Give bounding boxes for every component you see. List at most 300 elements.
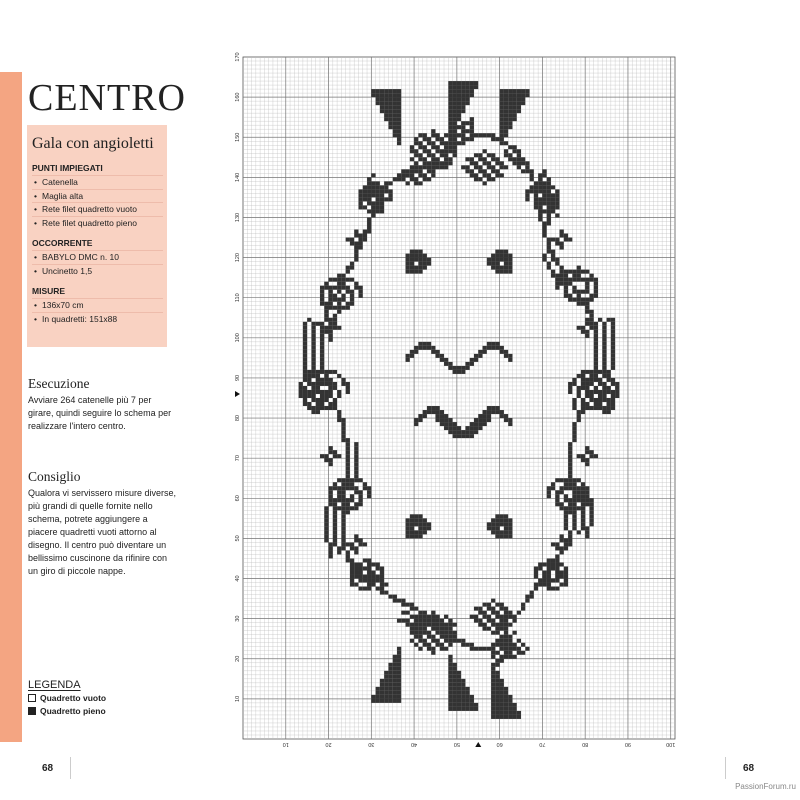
filled-cell: [453, 675, 457, 679]
filled-cell: [530, 177, 534, 181]
filled-cell: [504, 627, 508, 631]
y-tick-label: 110: [235, 293, 241, 303]
filled-cell: [329, 458, 333, 462]
filled-cell: [521, 89, 525, 93]
filled-cell: [538, 181, 542, 185]
filled-cell: [337, 490, 341, 494]
filled-cell: [393, 683, 397, 687]
filled-cell: [555, 213, 559, 217]
filled-cell: [346, 382, 350, 386]
filled-cell: [611, 358, 615, 362]
filled-cell: [461, 109, 465, 113]
filled-cell: [333, 534, 337, 538]
filled-cell: [508, 153, 512, 157]
filled-cell: [500, 105, 504, 109]
x-tick-label: 100: [666, 741, 676, 747]
list-item: • Uncinetto 1,5: [32, 264, 163, 278]
filled-cell: [303, 342, 307, 346]
filled-cell: [547, 571, 551, 575]
filled-cell: [551, 542, 555, 546]
filled-cell: [521, 169, 525, 173]
filled-cell: [337, 414, 341, 418]
filled-cell: [465, 97, 469, 101]
filled-cell: [495, 250, 499, 254]
filled-cell: [358, 494, 362, 498]
filled-cell: [307, 406, 311, 410]
filled-cell: [525, 165, 529, 169]
filled-cell: [311, 410, 315, 414]
filled-cell: [448, 422, 452, 426]
filled-cell: [495, 627, 499, 631]
filled-cell: [607, 318, 611, 322]
filled-cell: [341, 418, 345, 422]
filled-cell: [512, 89, 516, 93]
filled-cell: [329, 326, 333, 330]
filled-cell: [320, 346, 324, 350]
filled-cell: [504, 105, 508, 109]
filled-cell: [555, 197, 559, 201]
filled-cell: [500, 695, 504, 699]
consiglio-heading: Consiglio: [28, 469, 81, 484]
filled-cell: [329, 406, 333, 410]
y-tick-label: 170: [235, 52, 241, 62]
filled-cell: [410, 514, 414, 518]
filled-cell: [354, 583, 358, 587]
filled-cell: [329, 494, 333, 498]
filled-cell: [431, 157, 435, 161]
filled-cell: [474, 358, 478, 362]
filled-cell: [585, 270, 589, 274]
filled-cell: [594, 390, 598, 394]
filled-cell: [363, 197, 367, 201]
filled-cell: [465, 362, 469, 366]
filled-cell: [504, 703, 508, 707]
filled-cell: [542, 185, 546, 189]
filled-cell: [483, 603, 487, 607]
filled-cell: [388, 89, 392, 93]
filled-cell: [517, 611, 521, 615]
filled-cell: [329, 338, 333, 342]
y-tick-label: 80: [235, 414, 241, 422]
filled-cell: [448, 113, 452, 117]
filled-cell: [414, 137, 418, 141]
filled-cell: [367, 197, 371, 201]
filled-cell: [354, 571, 358, 575]
filled-cell: [406, 270, 410, 274]
filled-cell: [453, 707, 457, 711]
filled-cell: [414, 534, 418, 538]
filled-cell: [384, 97, 388, 101]
filled-cell: [585, 446, 589, 450]
filled-cell: [418, 250, 422, 254]
filled-cell: [461, 85, 465, 89]
filled-cell: [534, 575, 538, 579]
filled-cell: [564, 514, 568, 518]
filled-cell: [568, 454, 572, 458]
filled-cell: [414, 149, 418, 153]
filled-cell: [388, 663, 392, 667]
filled-cell: [508, 695, 512, 699]
filled-cell: [435, 619, 439, 623]
filled-cell: [478, 623, 482, 627]
filled-cell: [448, 619, 452, 623]
filled-cell: [401, 177, 405, 181]
filled-cell: [367, 494, 371, 498]
y-tick-label: 60: [235, 495, 241, 502]
filled-cell: [500, 715, 504, 719]
filled-cell: [555, 490, 559, 494]
filled-cell: [341, 490, 345, 494]
filled-cell: [414, 141, 418, 145]
filled-cell: [397, 93, 401, 97]
filled-cell: [500, 89, 504, 93]
filled-cell: [538, 583, 542, 587]
filled-cell: [491, 530, 495, 534]
filled-cell: [555, 189, 559, 193]
filled-cell: [512, 703, 516, 707]
filled-cell: [500, 121, 504, 125]
filled-cell: [376, 93, 380, 97]
filled-cell: [423, 639, 427, 643]
filled-cell: [406, 603, 410, 607]
filled-cell: [358, 205, 362, 209]
filled-cell: [611, 322, 615, 326]
filled-cell: [406, 526, 410, 530]
filled-cell: [333, 482, 337, 486]
filled-cell: [414, 422, 418, 426]
filled-cell: [560, 234, 564, 238]
filled-cell: [517, 89, 521, 93]
filled-cell: [465, 707, 469, 711]
filled-cell: [504, 270, 508, 274]
filled-cell: [585, 406, 589, 410]
filled-cell: [602, 394, 606, 398]
filled-cell: [491, 683, 495, 687]
filled-cell: [367, 185, 371, 189]
filled-cell: [495, 611, 499, 615]
filled-cell: [444, 627, 448, 631]
filled-cell: [333, 450, 337, 454]
filled-cell: [465, 703, 469, 707]
filled-cell: [607, 410, 611, 414]
punti-heading: PUNTI IMPIEGATI: [32, 163, 103, 173]
filled-cell: [329, 302, 333, 306]
filled-cell: [444, 426, 448, 430]
filled-cell: [380, 189, 384, 193]
filled-cell: [495, 254, 499, 258]
filled-cell: [384, 671, 388, 675]
filled-cell: [589, 298, 593, 302]
filled-cell: [542, 197, 546, 201]
filled-cell: [367, 490, 371, 494]
filled-cell: [461, 129, 465, 133]
filled-cell: [406, 534, 410, 538]
filled-cell: [611, 354, 615, 358]
filled-cell: [333, 402, 337, 406]
filled-cell: [410, 623, 414, 627]
filled-cell: [461, 683, 465, 687]
filled-cell: [346, 270, 350, 274]
filled-cell: [444, 157, 448, 161]
filled-cell: [572, 434, 576, 438]
y-tick-label: 20: [235, 655, 241, 662]
filled-cell: [414, 181, 418, 185]
filled-cell: [508, 711, 512, 715]
filled-cell: [512, 711, 516, 715]
filled-cell: [333, 294, 337, 298]
filled-cell: [388, 695, 392, 699]
filled-cell: [448, 141, 452, 145]
filled-cell: [440, 643, 444, 647]
filled-cell: [491, 707, 495, 711]
filled-cell: [423, 254, 427, 258]
filled-cell: [598, 378, 602, 382]
filled-cell: [410, 631, 414, 635]
filled-cell: [525, 161, 529, 165]
filled-cell: [397, 671, 401, 675]
filled-cell: [589, 326, 593, 330]
filled-cell: [500, 350, 504, 354]
filled-cell: [431, 651, 435, 655]
filled-cell: [483, 611, 487, 615]
filled-cell: [367, 201, 371, 205]
filled-cell: [303, 402, 307, 406]
filled-cell: [470, 707, 474, 711]
filled-cell: [470, 643, 474, 647]
filled-cell: [483, 350, 487, 354]
filled-cell: [384, 109, 388, 113]
filled-cell: [555, 562, 559, 566]
filled-cell: [495, 161, 499, 165]
filled-cell: [397, 173, 401, 177]
filled-cell: [589, 370, 593, 374]
filled-cell: [427, 615, 431, 619]
filled-cell: [329, 286, 333, 290]
filled-cell: [393, 679, 397, 683]
x-tick-label: 60: [496, 741, 503, 747]
filled-cell: [393, 113, 397, 117]
filled-cell: [401, 173, 405, 177]
filled-cell: [303, 326, 307, 330]
filled-cell: [491, 518, 495, 522]
center-marker-left: [235, 391, 240, 397]
filled-cell: [551, 201, 555, 205]
filled-cell: [551, 579, 555, 583]
filled-cell: [358, 294, 362, 298]
filled-cell: [418, 258, 422, 262]
filled-cell: [337, 506, 341, 510]
filled-cell: [431, 161, 435, 165]
filled-cell: [414, 346, 418, 350]
x-tick-label: 10: [282, 741, 289, 747]
filled-cell: [508, 611, 512, 615]
filled-cell: [410, 177, 414, 181]
filled-cell: [461, 165, 465, 169]
page-rule-right: [725, 757, 726, 779]
filled-cell: [350, 302, 354, 306]
filled-cell: [414, 161, 418, 165]
filled-cell: [388, 699, 392, 703]
filled-cell: [354, 562, 358, 566]
filled-cell: [500, 603, 504, 607]
filled-cell: [393, 667, 397, 671]
filled-cell: [581, 490, 585, 494]
filled-cell: [371, 695, 375, 699]
filled-cell: [453, 667, 457, 671]
filled-cell: [384, 683, 388, 687]
filled-cell: [465, 93, 469, 97]
filled-cell: [363, 566, 367, 570]
filled-cell: [303, 366, 307, 370]
filled-cell: [448, 89, 452, 93]
filled-cell: [560, 278, 564, 282]
filled-cell: [406, 530, 410, 534]
filled-cell: [487, 406, 491, 410]
filled-cell: [551, 482, 555, 486]
filled-cell: [453, 85, 457, 89]
filled-cell: [568, 278, 572, 282]
filled-cell: [491, 262, 495, 266]
filled-cell: [341, 538, 345, 542]
filled-cell: [577, 278, 581, 282]
filled-cell: [333, 370, 337, 374]
filled-cell: [358, 575, 362, 579]
filled-cell: [435, 631, 439, 635]
filled-cell: [547, 486, 551, 490]
filled-cell: [495, 526, 499, 530]
filled-cell: [611, 326, 615, 330]
filled-cell: [320, 338, 324, 342]
filled-cell: [346, 482, 350, 486]
filled-cell: [555, 546, 559, 550]
filled-cell: [358, 246, 362, 250]
filled-cell: [350, 558, 354, 562]
filled-cell: [431, 639, 435, 643]
filled-cell: [568, 466, 572, 470]
filled-cell: [371, 193, 375, 197]
filled-cell: [611, 366, 615, 370]
filled-cell: [453, 691, 457, 695]
filled-cell: [418, 635, 422, 639]
filled-cell: [337, 418, 341, 422]
filled-cell: [448, 157, 452, 161]
filled-cell: [329, 334, 333, 338]
filled-cell: [495, 518, 499, 522]
y-tick-label: 10: [235, 695, 241, 702]
filled-cell: [354, 250, 358, 254]
filled-cell: [551, 250, 555, 254]
filled-cell: [397, 699, 401, 703]
filled-cell: [517, 165, 521, 169]
filled-cell: [508, 109, 512, 113]
filled-cell: [397, 647, 401, 651]
filled-cell: [551, 254, 555, 258]
filled-cell: [602, 398, 606, 402]
filled-cell: [307, 402, 311, 406]
filled-cell: [341, 526, 345, 530]
filled-cell: [423, 623, 427, 627]
filled-cell: [560, 266, 564, 270]
filled-cell: [311, 370, 315, 374]
filled-cell: [508, 530, 512, 534]
filled-cell: [504, 133, 508, 137]
filled-cell: [303, 378, 307, 382]
filled-cell: [461, 137, 465, 141]
filled-cell: [525, 93, 529, 97]
filled-cell: [346, 438, 350, 442]
filled-cell: [324, 526, 328, 530]
filled-cell: [367, 193, 371, 197]
filled-cell: [517, 647, 521, 651]
filled-cell: [594, 354, 598, 358]
filled-cell: [461, 703, 465, 707]
filled-cell: [461, 695, 465, 699]
filled-cell: [594, 278, 598, 282]
filled-cell: [581, 270, 585, 274]
filled-cell: [572, 478, 576, 482]
filled-cell: [337, 306, 341, 310]
filled-cell: [354, 575, 358, 579]
punti-list: [32, 175, 163, 229]
filled-cell: [414, 607, 418, 611]
filled-cell: [585, 382, 589, 386]
filled-cell: [474, 703, 478, 707]
filled-cell: [320, 286, 324, 290]
filled-cell: [427, 619, 431, 623]
filled-cell: [423, 262, 427, 266]
filled-cell: [508, 105, 512, 109]
filled-cell: [358, 502, 362, 506]
filled-cell: [453, 153, 457, 157]
filled-cell: [371, 205, 375, 209]
filled-cell: [376, 97, 380, 101]
filled-cell: [504, 691, 508, 695]
filled-cell: [346, 390, 350, 394]
filled-cell: [602, 334, 606, 338]
filled-cell: [508, 422, 512, 426]
filled-cell: [410, 149, 414, 153]
filled-cell: [465, 691, 469, 695]
filled-cell: [594, 398, 598, 402]
filled-cell: [401, 599, 405, 603]
filled-cell: [504, 623, 508, 627]
x-tick-label: 90: [624, 741, 632, 747]
filled-cell: [457, 434, 461, 438]
filled-cell: [564, 566, 568, 570]
filled-cell: [500, 655, 504, 659]
filled-cell: [376, 201, 380, 205]
filled-cell: [517, 711, 521, 715]
filled-cell: [320, 330, 324, 334]
filled-cell: [577, 294, 581, 298]
filled-cell: [560, 242, 564, 246]
filled-cell: [465, 165, 469, 169]
filled-cell: [320, 334, 324, 338]
filled-cell: [512, 647, 516, 651]
filled-cell: [491, 619, 495, 623]
filled-cell: [491, 703, 495, 707]
filled-cell: [594, 282, 598, 286]
filled-cell: [311, 334, 315, 338]
filled-cell: [585, 394, 589, 398]
filled-cell: [380, 699, 384, 703]
filled-cell: [448, 109, 452, 113]
filled-cell: [491, 623, 495, 627]
filled-cell: [388, 687, 392, 691]
filled-cell: [384, 89, 388, 93]
filled-cell: [448, 362, 452, 366]
filled-cell: [491, 611, 495, 615]
